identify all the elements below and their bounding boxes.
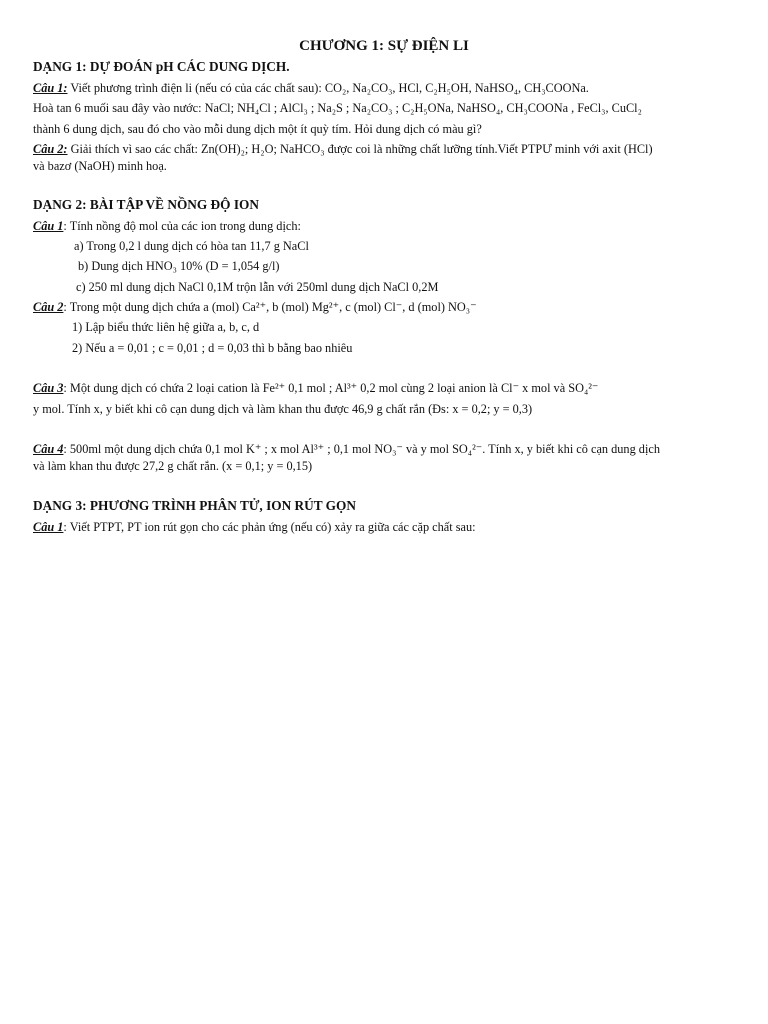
section2-q3 <box>33 381 598 396</box>
section2-q1-a: a) Trong 0,2 l dung dịch có hòa tan 11,7 g NaCl <box>74 239 309 253</box>
section1-q2 <box>33 142 653 157</box>
section2-q4-line2: và làm khan thu được 27,2 g chất rắn. (x = 0,1; y = 0,15) <box>33 459 313 473</box>
section2-q2-1: 1) Lập biểu thức liên hệ giữa a, b, c, d <box>72 320 260 334</box>
question-text: Giải thích vì sao các chất: Zn(OH)₂; H₂O; NaHCO₃ được coi là những chất lưỡng tính.Viết PTPƯ minh với axit (HCl) <box>67 142 653 156</box>
section3-heading: DẠNG 3: PHƯƠNG TRÌNH PHÂN TỬ, ION RÚT GỌN <box>33 498 356 513</box>
question-text: Viết phương trình điện li (nếu có của các chất sau): CO₂, Na₂CO₃, HCl, C₂H₅OH, NaHSO₄, CH₃COONa. <box>67 81 589 95</box>
section2-q1 <box>33 219 301 234</box>
question-text: : 500ml một dung dịch chứa 0,1 mol K⁺ ; x mol Al³⁺ ; 0,1 mol NO₃⁻ và y mol SO₄²⁻. Tính x, y biết khi cô cạn dung dịch <box>63 442 660 456</box>
section2-q1-b: b) Dung dịch HNO₃ 10% (D = 1,054 g/l) <box>78 259 280 273</box>
chapter-title: CHƯƠNG 1: SỰ ĐIỆN LI <box>299 38 469 54</box>
section1-q1-line2: Hoà tan 6 muối sau đây vào nước: NaCl; NH₄Cl ; AlCl₃ ; Na₂S ; Na₂CO₃ ; C₂H₅ONa, NaHSO₄, CH₃COONa , FeCl₃, CuCl₂ <box>33 101 642 115</box>
question-label: Câu 1 <box>33 219 64 233</box>
question-label: Câu 1: <box>33 81 68 95</box>
question-text: : Viết PTPT, PT ion rút gọn cho các phản ứng (nếu có) xảy ra giữa các cặp chất sau: <box>63 520 476 534</box>
section2-heading: DẠNG 2: BÀI TẬP VỀ NỒNG ĐỘ ION <box>33 197 259 212</box>
section2-q2-2: 2) Nếu a = 0,01 ; c = 0,01 ; d = 0,03 thì b bằng bao nhiêu <box>72 341 353 355</box>
question-text: : Trong một dung dịch chứa a (mol) Ca²⁺, b (mol) Mg²⁺, c (mol) Cl⁻, d (mol) NO₃⁻ <box>63 300 477 314</box>
question-label: Câu 1 <box>33 520 64 534</box>
question-label: Câu 3 <box>33 381 64 395</box>
question-label: Câu 2 <box>33 300 64 314</box>
question-label: Câu 4 <box>33 442 64 456</box>
section2-q3-line2: y mol. Tính x, y biết khi cô cạn dung dịch và làm khan thu được 46,9 g chất rắn (Đs: x = 0,2; y = 0,3) <box>33 402 533 416</box>
section1-heading: DẠNG 1: DỰ ĐOÁN pH CÁC DUNG DỊCH. <box>33 59 290 74</box>
section2-q4 <box>33 442 660 457</box>
section1-q1-line3: thành 6 dung dịch, sau đó cho vào mỗi dung dịch một ít quỳ tím. Hỏi dung dịch có màu gì? <box>33 122 482 136</box>
section3-q1 <box>33 520 476 535</box>
question-label: Câu 2: <box>33 142 68 156</box>
question-text: : Một dung dịch có chứa 2 loại cation là Fe²⁺ 0,1 mol ; Al³⁺ 0,2 mol cùng 2 loại anion là Cl⁻ x mol và SO₄²⁻ <box>63 381 599 395</box>
section1-q2-line2: và bazơ (NaOH) minh hoạ. <box>33 159 167 173</box>
section1-q1 <box>33 81 589 96</box>
section2-q1-c: c) 250 ml dung dịch NaCl 0,1M trộn lẫn với 250ml dung dịch NaCl 0,2M <box>76 280 439 294</box>
section2-q2 <box>33 300 477 315</box>
question-text: : Tính nồng độ mol của các ion trong dung dịch: <box>63 219 301 233</box>
